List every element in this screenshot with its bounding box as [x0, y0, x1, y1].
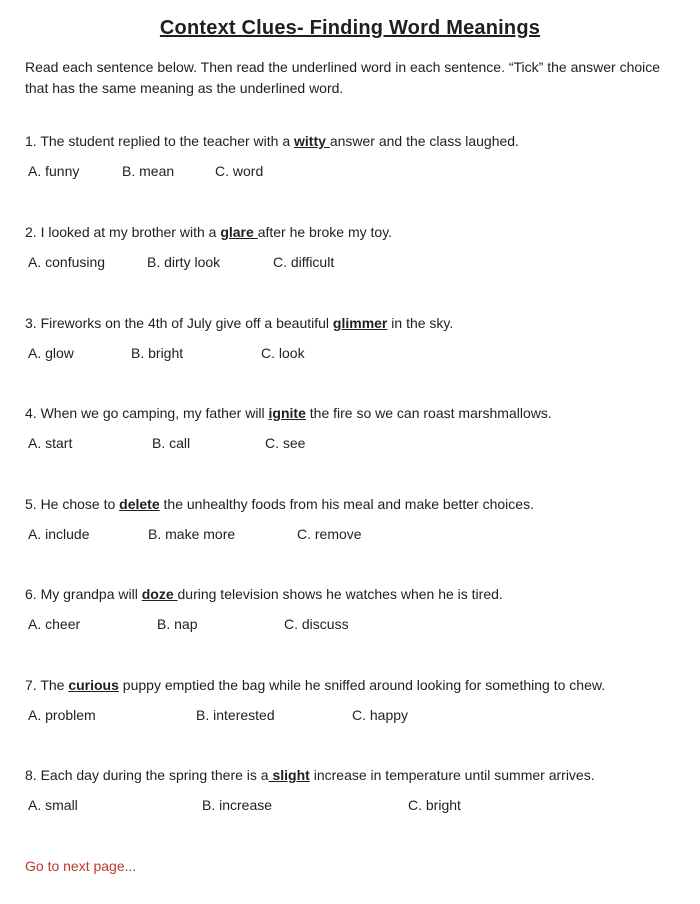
instructions-text: Read each sentence below. Then read the underlined word in each sentence. “Tick” the answer choice that has the same meaning as the underlined word.: [25, 59, 661, 96]
question-3-text: [0, 315, 700, 332]
question-5-text: [0, 496, 700, 513]
question-4-option-b[interactable]: B. call: [152, 435, 191, 451]
question-4-option-c[interactable]: C. see: [265, 435, 306, 451]
question-6-option-b[interactable]: B. nap: [157, 616, 198, 632]
question-6-keyword: doze: [141, 586, 178, 602]
question-8-post: increase in temperature until summer arrives.: [309, 767, 595, 783]
question-1-pre: 1. The student replied to the teacher with a: [25, 133, 295, 149]
question-6-option-c[interactable]: C. discuss: [284, 616, 349, 632]
question-7-post: puppy emptied the bag while he sniffed around looking for something to chew.: [118, 677, 606, 693]
question-4-keyword: ignite: [268, 405, 306, 421]
question-5-option-c[interactable]: C. remove: [297, 526, 362, 542]
question-3-option-b[interactable]: B. bright: [131, 345, 184, 361]
question-2-keyword: glare: [220, 224, 258, 240]
question-8-pre: 8. Each day during the spring there is a: [25, 767, 269, 783]
question-2-pre: 2. I looked at my brother with a: [25, 224, 221, 240]
question-3-option-c[interactable]: C. look: [261, 345, 305, 361]
question-5-pre: 5. He chose to: [25, 496, 120, 512]
question-3-options: [0, 345, 700, 363]
question-2-post: after he broke my toy.: [257, 224, 393, 240]
question-8-option-c[interactable]: C. bright: [408, 797, 461, 813]
question-5: [0, 496, 700, 544]
question-1-post: answer and the class laughed.: [329, 133, 519, 149]
question-2-text: [0, 224, 700, 241]
question-5-option-b[interactable]: B. make more: [148, 526, 236, 542]
question-4: [0, 405, 700, 453]
question-4-text: [0, 405, 700, 422]
question-7-option-c[interactable]: C. happy: [352, 707, 409, 723]
question-1-keyword: witty: [294, 133, 330, 149]
question-6-option-a[interactable]: A. cheer: [28, 616, 81, 632]
question-3-option-a[interactable]: A. glow: [28, 345, 74, 361]
question-1-text: [0, 133, 700, 150]
question-4-post: the fire so we can roast marshmallows.: [305, 405, 552, 421]
question-5-post: the unhealthy foods from his meal and make better choices.: [159, 496, 534, 512]
question-3-pre: 3. Fireworks on the 4th of July give off a beautiful: [25, 315, 333, 331]
question-1-options: [0, 163, 700, 181]
question-8: [0, 767, 700, 815]
question-3-post: in the sky.: [387, 315, 454, 331]
question-2-option-a[interactable]: A. confusing: [28, 254, 106, 270]
question-5-options: [0, 526, 700, 544]
question-6-text: [0, 586, 700, 603]
question-6-pre: 6. My grandpa will: [25, 586, 142, 602]
question-7-keyword: curious: [68, 677, 119, 693]
question-8-keyword: slight: [268, 767, 310, 783]
question-8-text: [0, 767, 700, 784]
question-2: [0, 224, 700, 272]
question-8-option-a[interactable]: A. small: [28, 797, 78, 813]
question-4-pre: 4. When we go camping, my father will: [25, 405, 269, 421]
question-2-option-b[interactable]: B. dirty look: [147, 254, 221, 270]
question-7-option-a[interactable]: A. problem: [28, 707, 96, 723]
question-8-options: [0, 797, 700, 815]
question-2-option-c[interactable]: C. difficult: [273, 254, 335, 270]
question-7-pre: 7. The: [25, 677, 69, 693]
page-title: Context Clues- Finding Word Meanings: [159, 17, 541, 39]
question-5-option-a[interactable]: A. include: [28, 526, 90, 542]
question-7-text: [0, 677, 700, 694]
question-2-options: [0, 254, 700, 272]
question-3-keyword: glimmer: [332, 315, 388, 331]
question-6-post: during television shows he watches when he is tired.: [177, 586, 503, 602]
question-7-option-b[interactable]: B. interested: [196, 707, 275, 723]
question-1-option-c[interactable]: C. word: [215, 163, 264, 179]
question-1-option-a[interactable]: A. funny: [28, 163, 80, 179]
question-6: [0, 586, 700, 634]
question-1-option-b[interactable]: B. mean: [122, 163, 175, 179]
question-1: [0, 133, 700, 181]
question-4-options: [0, 435, 700, 453]
question-7-options: [0, 707, 700, 725]
question-4-option-a[interactable]: A. start: [28, 435, 73, 451]
question-3: [0, 315, 700, 363]
question-7: [0, 677, 700, 725]
question-6-options: [0, 616, 700, 634]
next-page-note: Go to next page...: [25, 858, 137, 874]
question-5-keyword: delete: [119, 496, 160, 512]
question-8-option-b[interactable]: B. increase: [202, 797, 273, 813]
